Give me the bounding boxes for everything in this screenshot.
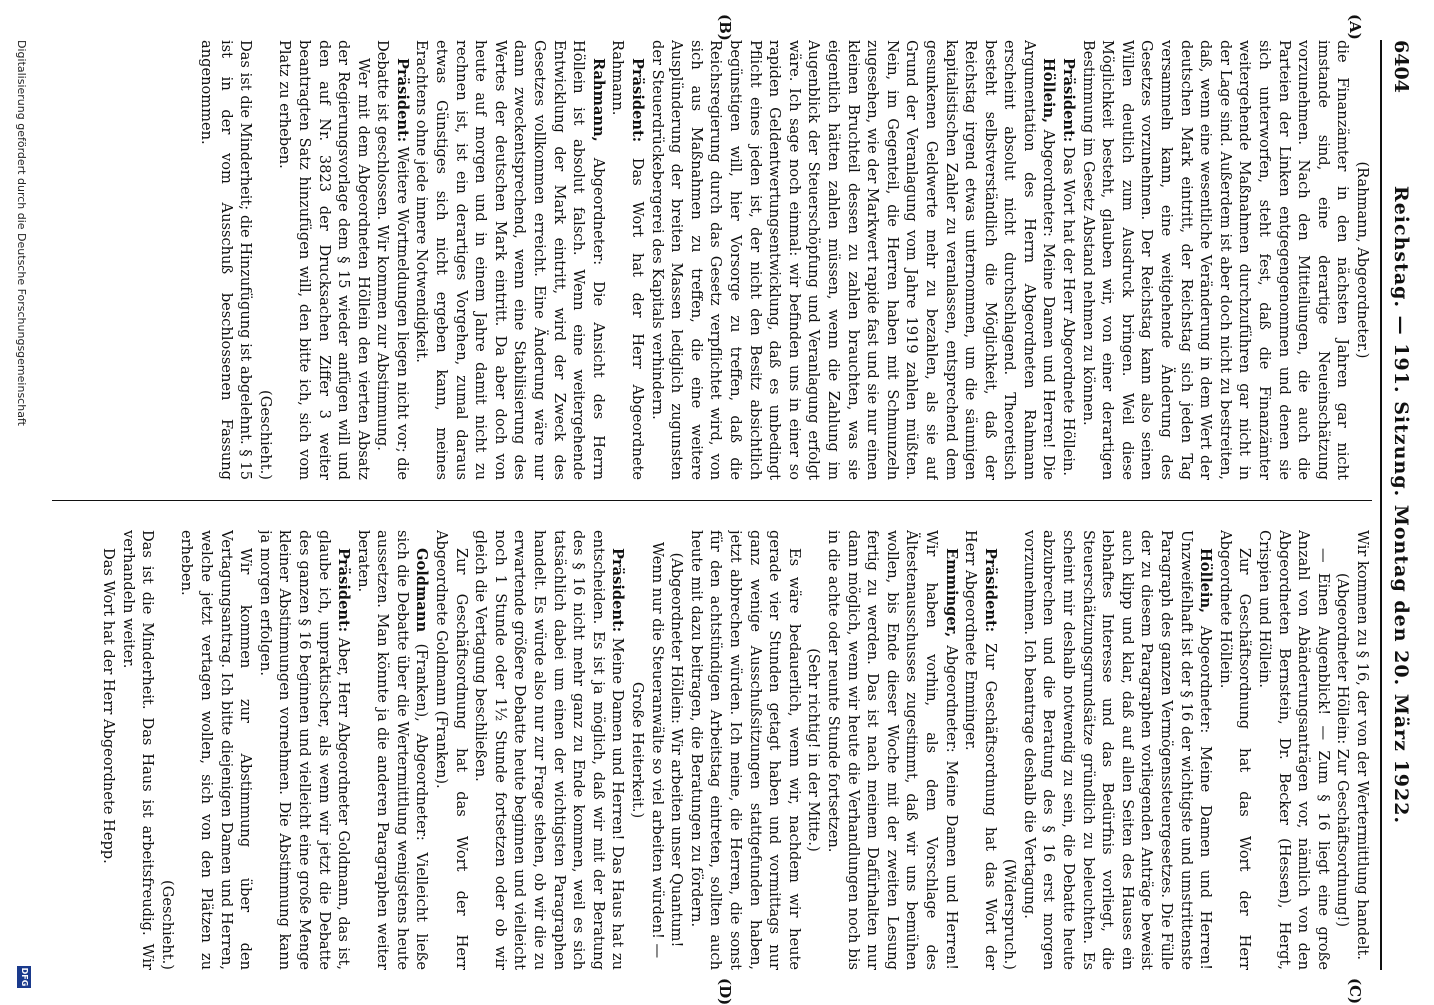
paragraph <box>1078 40 1352 480</box>
paragraph-text: Das ist die Minderheit; die Hinzufügung ist abgelehnt. § 15 ist in der vom Ausschuß beschlossenen Fassung angenommen. <box>197 40 255 480</box>
paragraph <box>373 40 412 480</box>
paragraph-text: (Geschieht.) <box>158 880 176 970</box>
paragraph-text: (Rahmann, Abgeordneter.) <box>1354 161 1371 359</box>
speaker-name: Präsident: <box>335 548 353 633</box>
paragraph-text: Wir kommen zu § 16, der von der Wertermittlung handelt. <box>1354 530 1371 961</box>
paragraph <box>353 530 431 970</box>
speaker-name: Präsident: <box>629 58 647 143</box>
paragraph-text: Wir kommen zur Abstimmung über den Vertagungsantrag. Ich bitte diejenigen Damen und Herren, welche jetzt vertagen wollen, sich von den Plätzen zu erheben. <box>178 530 255 970</box>
paragraph <box>275 40 373 480</box>
speaker-name: Emminger, <box>942 548 960 638</box>
paragraph <box>686 530 804 970</box>
page-number: 6404 <box>1390 40 1412 93</box>
paragraph-text: Abgeordneter: Die Ansicht des Herrn Höllein ist absolut falsch. Wenn eine weitergehende Entwicklung der Mark eintritt, wird der Zweck des Gesetzes vollkommen erreicht. Eine Änderung wäre nur dann zweckentsprechend, wenn eine Stabilisierung des Wertes der deutschen Mark eintritt. Da aber doch von heute auf morgen und in einem Jahre damit nicht zu rechnen ist, ist ein derartiges Vorgehen, zumal daraus etwas Günstiges sich nicht ergeben kann, meines Erachtens ohne jede innere Notwendigkeit. <box>413 40 607 480</box>
paragraph <box>1352 40 1372 480</box>
speaker-name: Höllein, <box>1040 58 1058 124</box>
paragraph <box>412 40 608 480</box>
paragraph <box>1059 40 1079 480</box>
paragraph <box>1019 530 1215 970</box>
paragraph-text: (Sehr richtig! in der Mitte.) <box>805 648 823 852</box>
paragraph-text: Es wäre bedauerlich, wenn wir, nachdem wir heute gerade vier Stunden getagt haben und vormittags nur ganz wenige Ausschußsitzungen stattgefunden haben, jetzt abbrechen würden. Ich meine, die Herren, die sonst für den achtstündigen Arbeitstag eintreten, sollten auch heute mit dazu beitragen, die Beratungen zu fördern. <box>687 530 803 970</box>
paragraph-text: (Franken), Abgeordneter: Vielleicht ließe sich die Debatte über die Wertermittlung wenigstens heute aussetzen. Man könnte ja die anderen Paragraphen weiter beraten. <box>354 530 431 970</box>
paragraph-text: Wer mit dem Abgeordneten Höllein den vierten Absatz der Regierungsvorlage dem § 15 wieder anfügen will und den auf Nr. 3823 der Drucksachen Ziffer 3 weiter beantragten Satz hinzufügen will, den bitte ich, sich vom Platz zu erheben. <box>276 40 372 480</box>
speaker-name: Präsident: <box>609 548 627 633</box>
paragraph-text: (Widerspruch.) <box>1001 858 1019 970</box>
running-title: Reichstag. — 191. Sitzung. Montag den 20. März 1922. <box>1390 185 1412 825</box>
speaker-name: Goldmann <box>413 548 431 633</box>
paragraph-text: Zur Geschäftsordnung hat das Wort der Herr Abgeordnete Emminger. <box>962 530 999 970</box>
footer-credit: Digitalisierung gefördert durch die Deutsche Forschungsgemeinschaft <box>15 40 28 426</box>
paragraph-text: Abgeordneter: Meine Damen und Herren! Unzweifelhaft ist der § 16 der wichtigste und umstrittenste Paragraph des ganzen Vermögenssteuergesetzes. Die Fülle der zu diesem Paragraphen vorliegenden Anträge beweist auch klipp und klar, daß auf allen Seiten des Hauses ein lebhaftes Interesse und das Bedürfnis vorliegt, die Steuerschätzungsgrundsätze gründlich zu beleuchten. Es scheint mir deshalb notwendig zu sein, die Debatte heute abzubrechen und die Beratung des § 16 erst morgen vorzunehmen. Ich beantrage deshalb die Vertagung. <box>1020 530 1215 970</box>
margin-mark-c: (C) <box>1346 978 1364 1005</box>
paragraph <box>255 40 275 480</box>
dfg-logo: DFG <box>17 966 31 988</box>
paragraph <box>157 530 177 970</box>
paragraph-text: Zur Geschäftsordnung hat das Wort der Herr Abgeordnete Goldmann (Franken). <box>433 530 470 970</box>
paragraph <box>961 530 1000 970</box>
column-divider <box>52 500 1372 501</box>
paragraph-text: Das Wort hat der Herr Abgeordnete Hepp. <box>100 548 117 864</box>
paragraph-text: Zur Geschäftsordnung hat das Wort der Herr Abgeordnete Höllein. <box>1216 530 1254 970</box>
paragraph <box>177 530 255 970</box>
paragraph-text: — Einen Augenblick! — Zum § 16 liegt eine große Anzahl von Abänderungsanträgen vor, nämlich von den Abgeordneten Bernstein, Dr. Becker (Hessen), Hergt, Crispien und Höllein. <box>1256 530 1332 970</box>
speaker-name: Rahmann, <box>589 58 607 142</box>
left-column <box>52 40 1372 480</box>
margin-mark-a: (A) <box>1346 14 1364 40</box>
paragraph <box>823 530 960 970</box>
paragraph-text: die Finanzämter in den nächsten Jahren gar nicht imstande sind, eine derartige Neueinschätzung vorzunehmen. Nach den Mitteilungen, die auch die Parteien der Linken entgegengenommen und denen sie sich unterworfen, steht fest, daß die Finanzämter weitergehende Maßnahmen durchzuführen gar nicht in der Lage sind. Außerdem ist aber doch nicht zu bestreiten, daß, wenn eine wesentliche Veränderung in dem Wert der deutschen Mark eintritt, der Reichstag sich jeden Tag versammeln kann, eine weitgehende Änderung des Gesetzes vorzunehmen. Der Reichstag kann also seinen Willen deutlich zum Ausdruck bringen. Weil diese Möglichkeit besteht, glauben wir, von einer derartigen Bestimmung im Gesetz Abstand nehmen zu können. <box>1079 40 1352 480</box>
paragraph <box>196 40 255 480</box>
paragraph <box>1215 530 1254 970</box>
paragraph <box>1352 530 1372 970</box>
paragraph-text: (Abgeordneter Höllein: Zur Geschäftsordnung!) <box>1334 572 1352 928</box>
speaker-name: Präsident: <box>1060 58 1078 143</box>
paragraph <box>627 530 686 970</box>
paragraph <box>118 530 157 970</box>
margin-mark-d: (D) <box>716 978 734 1005</box>
paragraph <box>1000 530 1020 970</box>
paragraph <box>1254 530 1332 970</box>
page-header <box>1380 40 1420 970</box>
paragraph <box>255 530 353 970</box>
paragraph <box>647 40 1058 480</box>
paragraph-text: Meine Damen und Herren! Das Haus hat zu entscheiden. Es ist ja möglich, daß wir mit der Beratung des § 16 nicht mehr ganz zu Ende kommen, weil es sich tatsächlich dabei um einen der wichtigsten Paragraphen handelt. Es würde also nur zur Frage stehen, ob wir die zu erwartende größere Debatte heute beginnen und vielleicht noch 1 Stunde oder 1½ Stunde fortsetzen oder ob wir gleich die Vertagung beschließen. <box>472 530 627 970</box>
paragraph <box>471 530 628 970</box>
paragraph-text: Weitere Wortmeldungen liegen nicht vor; die Debatte ist geschlossen. Wir kommen zur Abstimmung. <box>374 40 411 480</box>
paragraph-text: (Abgeordneter Höllein: Wir arbeiten unser Quantum! Wenn nur die Steueranwälte so viel arbeiten würden! — Große Heiterkeit.) <box>629 541 686 959</box>
right-column <box>52 530 1372 970</box>
paragraph-text: Das ist die Minderheit. Das Haus ist arbeitsfreudig. Wir verhandeln weiter. <box>119 530 157 970</box>
paragraph <box>98 530 118 970</box>
speaker-name: Höllein, <box>1197 548 1215 614</box>
paragraph-text: Abgeordneter: Meine Damen und Herren! Die Argumentation des Herrn Abgeordneten Rahmann erscheint absolut nicht durchschlagend. Theoretisch besteht selbstverständlich die Möglichkeit, daß der Reichstag irgend etwas unternommen, um die säumigen kapitalistischen Zahler zu veranlassen, entsprechend dem gesunkenen Geldwerte mehr zu bezahlen, als sie auf Grund der Veranlagung vom Jahre 1919 zahlen müßten. Nein, im Gegenteil, die Herren haben mit Schmunzeln zugesehen, wie der Markwert rapide fast und sie nur einen kleinen Bruchteil dessen zu zahlen brauchten, was sie eigentlich hätten zahlen müssen, wenn die Zahlung im Augenblick der Steuerschöpfung und Veranlagung erfolgt wäre. Ich sage noch einmal: wir befinden uns in einer so rapiden Geldentwertungsentwicklung, daß es unbedingt Pflicht eines jeden ist, der nicht den Besitz absichtlich begünstigen will, hier Vorsorge zu treffen, daß die Reichsregierung durch das Gesetz verpflichtet wird, von sich aus Maßnahmen zu treffen, die eine weitere Ausplünderung der breiten Massen lediglich zugunsten der Steuerdrückebergerei des Kapitals verhindern. <box>648 40 1058 480</box>
paragraph-text: (Geschieht.) <box>256 390 274 480</box>
paragraph <box>608 40 647 480</box>
paragraph-text: Aber, Herr Abgeordneter Goldmann, das ist, glaube ich, unpraktischer, als wenn wir jetzt die Debatte des ganzen § 16 beginnen und vielleicht eine große Menge kleiner Abstimmungen vornehmen. Die Abstimmung kann ja morgen erfolgen. <box>256 530 353 970</box>
margin-mark-b: (B) <box>716 14 734 41</box>
paragraph-text: Abgeordneter: Meine Damen und Herren! Wir haben vorhin, als dem Vorschlage des Ältestenausschusses zugestimmt, daß wir uns bemühen wollen, bis Ende dieser Woche mit der zweiten Lesung fertig zu werden. Das ist nach meinem Dafürhalten nur dann möglich, wenn wir heute die Verhandlungen noch bis in die achte oder neunte Stunde fortsetzen. <box>824 530 960 970</box>
speaker-name: Präsident: <box>393 58 411 143</box>
paragraph-text: Das Wort hat der Herr Abgeordnete Rahmann. <box>609 40 647 480</box>
paragraph <box>432 530 471 970</box>
paragraph <box>1333 530 1353 970</box>
speaker-name: Präsident: <box>981 548 999 633</box>
paragraph-text: Das Wort hat der Herr Abgeordnete Höllein. <box>1060 142 1078 477</box>
paragraph <box>804 530 824 970</box>
